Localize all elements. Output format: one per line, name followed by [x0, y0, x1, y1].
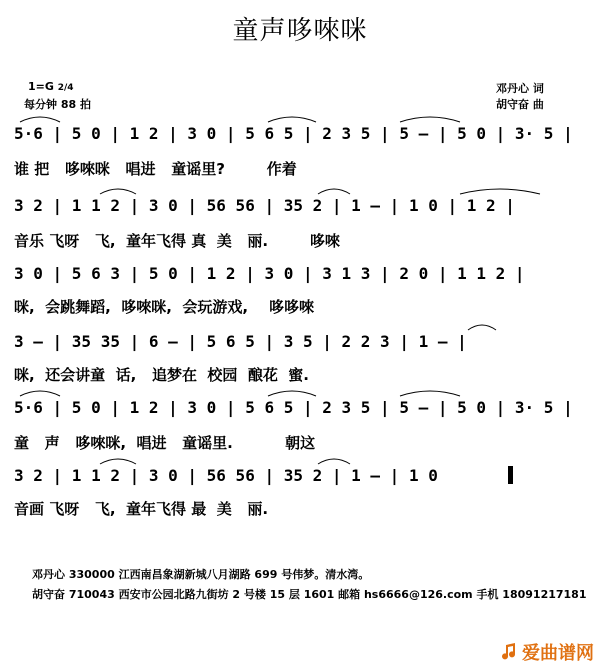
notation-row-2: 3 2 | 1 1 2 | 3 0 | 56 56 | 35 2 | 1 — | 1 0 | 1 2 | [14, 196, 515, 215]
lyrics-row-4: 咪, 还会讲童 话, 追梦在 校园 酿花 蜜. [14, 366, 309, 384]
lyricist-credit: 邓丹心 词 [496, 82, 544, 95]
slur [20, 117, 60, 122]
notation-row-6: 3 2 | 1 1 2 | 3 0 | 56 56 | 35 2 | 1 — | 1 0 [14, 466, 438, 485]
lyrics-row-6: 音画 飞呀 飞, 童年飞得 最 美 丽. [14, 500, 269, 518]
time-signature: 2/4 [57, 83, 74, 93]
slur [318, 459, 350, 464]
footer-line-1: 邓丹心 330000 江西南昌象湖新城八月湖路 699 号伟梦。清水湾。 [32, 568, 370, 581]
notation-row-1: 5·6 | 5 0 | 1 2 | 3 0 | 5 6 5 | 2 3 5 | 5 — | 5 0 | 3· 5 | [14, 124, 573, 143]
watermark-text: 爱曲谱网 [522, 643, 594, 664]
lyrics-row-3: 咪, 会跳舞蹈, 哆唻咪, 会玩游戏, 哆哆唻 [14, 298, 315, 316]
slur [318, 189, 350, 194]
lyrics-row-2: 音乐 飞呀 飞, 童年飞得 真 美 丽. 哆唻 [14, 232, 340, 250]
slur [400, 391, 460, 396]
lyrics-row-5: 童 声 哆唻咪, 唱进 童谣里. 朝这 [14, 434, 316, 452]
slur [468, 325, 496, 330]
slur [400, 117, 460, 122]
footer-line-2: 胡守奋 710043 西安市公园北路九街坊 2 号楼 15 层 1601 邮箱 hs6666@126.com 手机 18091217181 [32, 588, 587, 601]
key-signature [28, 80, 74, 93]
page-title: 童声哆唻咪 [232, 16, 368, 46]
notation-row-5: 5·6 | 5 0 | 1 2 | 3 0 | 5 6 5 | 2 3 5 | 5 — | 5 0 | 3· 5 | [14, 398, 573, 417]
slur [100, 189, 136, 194]
composer-credit: 胡守奋 曲 [496, 98, 544, 111]
lyrics-row-1: 谁 把 哆唻咪 唱进 童谣里? 作着 [14, 160, 297, 178]
notation-row-4: 3 — | 35 35 | 6 — | 5 6 5 | 3 5 | 2 2 3 | 1 — | [14, 332, 467, 351]
slur [268, 391, 316, 396]
slur [100, 459, 136, 464]
slur [268, 117, 316, 122]
key-label: 1=G [28, 80, 54, 93]
final-barline [508, 466, 513, 484]
slur [460, 189, 540, 194]
notation-row-3: 3 0 | 5 6 3 | 5 0 | 1 2 | 3 0 | 3 1 3 | 2 0 | 1 1 2 | [14, 264, 525, 283]
slur [20, 391, 60, 396]
music-note-icon [500, 643, 518, 661]
site-watermark [500, 639, 594, 665]
tempo-label: 每分钟 88 拍 [24, 98, 91, 111]
